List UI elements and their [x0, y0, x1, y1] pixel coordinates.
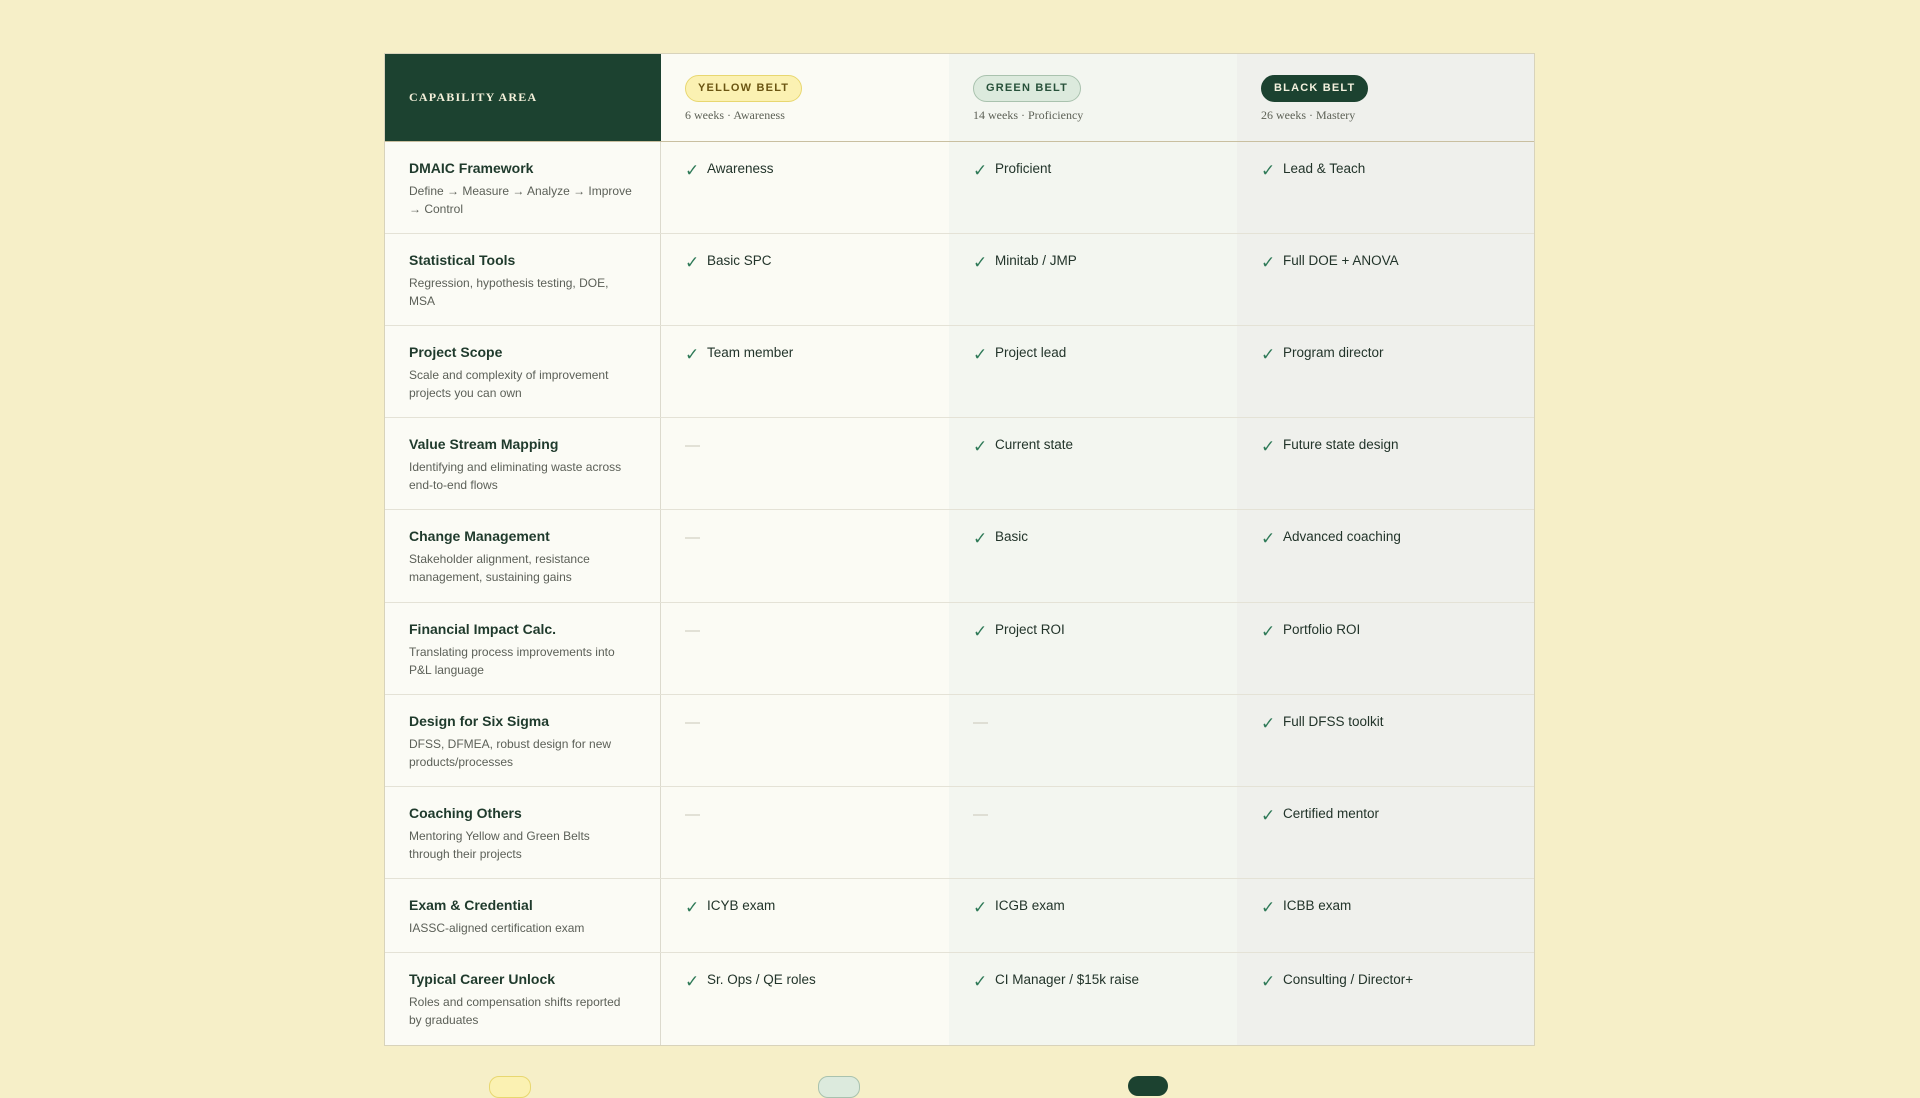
check-icon: ✓	[973, 253, 988, 272]
check-icon: ✓	[973, 345, 988, 364]
capability-title: Typical Career Unlock	[409, 971, 556, 987]
entry-text: Proficient	[995, 161, 1052, 176]
included-entry	[685, 897, 925, 917]
table-row	[385, 953, 1534, 1045]
included-entry	[1261, 436, 1510, 456]
check-icon: ✓	[1261, 345, 1276, 364]
green-legend-swatch	[818, 1076, 860, 1098]
entry-text: Full DFSS toolkit	[1283, 714, 1384, 729]
capability-description: Scale and complexity of improvement projects you can own	[409, 368, 609, 400]
capability-description: DFSS, DFMEA, robust design for new products/processes	[409, 737, 612, 769]
green-belt-badge: GREEN BELT	[973, 75, 1081, 102]
included-entry	[1261, 344, 1510, 364]
table-row	[385, 603, 1534, 695]
capability-cell	[385, 787, 661, 878]
green-belt-cell	[949, 326, 1237, 417]
yellow-legend-swatch	[489, 1076, 531, 1098]
included-entry	[685, 160, 925, 180]
entry-text: Current state	[995, 437, 1074, 452]
green-belt-header	[949, 54, 1237, 141]
check-icon: ✓	[685, 898, 700, 917]
black-belt-cell	[1237, 326, 1534, 417]
entry-text: Sr. Ops / QE roles	[707, 972, 816, 987]
black-belt-header	[1237, 54, 1534, 141]
not-included-dash-icon: —	[685, 622, 700, 639]
check-icon: ✓	[973, 161, 988, 180]
included-entry	[973, 971, 1213, 991]
entry-text: Program director	[1283, 345, 1384, 360]
capability-description: Translating process improvements into P&L language	[409, 645, 615, 677]
table-row	[385, 418, 1534, 510]
yellow-belt-meta: 6 weeks · Awareness	[685, 108, 785, 122]
capability-area-header: CAPABILITY AREA	[385, 54, 661, 141]
check-icon: ✓	[685, 345, 700, 364]
check-icon: ✓	[1261, 253, 1276, 272]
not-included-dash-icon: —	[685, 806, 700, 823]
check-icon: ✓	[1261, 529, 1276, 548]
included-entry	[973, 528, 1213, 548]
entry-text: Basic SPC	[707, 253, 772, 268]
included-entry	[685, 344, 925, 364]
included-entry	[973, 160, 1213, 180]
check-icon: ✓	[1261, 714, 1276, 733]
table-row	[385, 510, 1534, 603]
capability-description: Define → Measure → Analyze → Improve → Control	[409, 184, 632, 216]
table-header-row	[385, 54, 1534, 142]
black-belt-cell	[1237, 787, 1534, 878]
entry-text: Certified mentor	[1283, 806, 1380, 821]
entry-text: Basic	[995, 529, 1029, 544]
green-belt-cell	[949, 787, 1237, 878]
included-entry	[1261, 160, 1510, 180]
entry-text: Lead & Teach	[1283, 161, 1366, 176]
yellow-belt-cell	[661, 510, 949, 602]
black-belt-meta: 26 weeks · Mastery	[1261, 108, 1356, 122]
included-entry	[973, 252, 1213, 272]
capability-title: Exam & Credential	[409, 897, 533, 913]
entry-text: Minitab / JMP	[995, 253, 1077, 268]
capability-cell	[385, 510, 661, 602]
yellow-belt-cell	[661, 234, 949, 325]
capability-description: Identifying and eliminating waste across end-to-end flows	[409, 460, 622, 492]
included-entry	[1261, 713, 1510, 733]
check-icon: ✓	[1261, 972, 1276, 991]
capability-cell	[385, 234, 661, 325]
capability-cell	[385, 326, 661, 417]
check-icon: ✓	[1261, 806, 1276, 825]
capability-cell	[385, 603, 661, 694]
check-icon: ✓	[1261, 898, 1276, 917]
entry-text: ICYB exam	[707, 898, 776, 913]
yellow-belt-cell	[661, 603, 949, 694]
black-belt-cell	[1237, 953, 1534, 1045]
check-icon: ✓	[973, 972, 988, 991]
capability-description: Stakeholder alignment, resistance management, sustaining gains	[409, 552, 590, 584]
entry-text: Team member	[707, 345, 794, 360]
included-entry	[973, 344, 1213, 364]
table-row	[385, 787, 1534, 879]
not-included-dash-icon: —	[685, 714, 700, 731]
entry-text: Project lead	[995, 345, 1067, 360]
capability-description: Regression, hypothesis testing, DOE, MSA	[409, 276, 609, 308]
capability-title: Design for Six Sigma	[409, 713, 550, 729]
check-icon: ✓	[973, 529, 988, 548]
entry-text: Full DOE + ANOVA	[1283, 253, 1399, 268]
capability-description: Mentoring Yellow and Green Belts through their projects	[409, 829, 590, 861]
entry-text: Future state design	[1283, 437, 1399, 452]
table-row	[385, 695, 1534, 787]
included-entry	[685, 971, 925, 991]
table-row	[385, 142, 1534, 234]
green-belt-meta: 14 weeks · Proficiency	[973, 108, 1084, 122]
included-entry	[973, 621, 1213, 641]
black-belt-cell	[1237, 510, 1534, 602]
check-icon: ✓	[973, 622, 988, 641]
entry-text: ICBB exam	[1283, 898, 1352, 913]
green-belt-cell	[949, 510, 1237, 602]
capability-cell	[385, 695, 661, 786]
capability-cell	[385, 142, 661, 233]
yellow-belt-header	[661, 54, 949, 141]
black-belt-cell	[1237, 234, 1534, 325]
black-belt-cell	[1237, 142, 1534, 233]
capability-title: Statistical Tools	[409, 252, 516, 268]
green-belt-cell	[949, 953, 1237, 1045]
black-belt-cell	[1237, 879, 1534, 952]
table-row	[385, 326, 1534, 418]
green-belt-cell	[949, 879, 1237, 952]
yellow-belt-cell	[661, 787, 949, 878]
check-icon: ✓	[685, 161, 700, 180]
green-belt-cell	[949, 142, 1237, 233]
green-belt-cell	[949, 695, 1237, 786]
yellow-belt-cell	[661, 879, 949, 952]
capability-title: Project Scope	[409, 344, 503, 360]
check-icon: ✓	[685, 972, 700, 991]
yellow-belt-cell	[661, 418, 949, 509]
check-icon: ✓	[973, 437, 988, 456]
not-included-dash-icon: —	[973, 806, 988, 823]
table-row	[385, 234, 1534, 326]
included-entry	[973, 897, 1213, 917]
included-entry	[1261, 805, 1510, 825]
yellow-belt-cell	[661, 953, 949, 1045]
entry-text: Awareness	[707, 161, 774, 176]
entry-text: Advanced coaching	[1283, 529, 1401, 544]
capability-title: DMAIC Framework	[409, 160, 534, 176]
capability-cell	[385, 879, 661, 952]
black-belt-badge: BLACK BELT	[1261, 75, 1368, 102]
black-belt-cell	[1237, 418, 1534, 509]
capability-title: Change Management	[409, 528, 550, 544]
included-entry	[1261, 252, 1510, 272]
green-belt-cell	[949, 603, 1237, 694]
capability-title: Coaching Others	[409, 805, 522, 821]
entry-text: Consulting / Director+	[1283, 972, 1414, 987]
not-included-dash-icon: —	[973, 714, 988, 731]
yellow-belt-cell	[661, 326, 949, 417]
check-icon: ✓	[1261, 437, 1276, 456]
entry-text: Portfolio ROI	[1283, 622, 1361, 637]
check-icon: ✓	[1261, 161, 1276, 180]
green-belt-cell	[949, 234, 1237, 325]
capability-description: IASSC-aligned certification exam	[409, 921, 585, 935]
entry-text: Project ROI	[995, 622, 1065, 637]
included-entry	[1261, 897, 1510, 917]
black-belt-cell	[1237, 603, 1534, 694]
belt-comparison-table	[384, 53, 1535, 1046]
yellow-belt-badge: YELLOW BELT	[685, 75, 802, 102]
capability-cell	[385, 418, 661, 509]
check-icon: ✓	[1261, 622, 1276, 641]
included-entry	[1261, 621, 1510, 641]
not-included-dash-icon: —	[685, 529, 700, 546]
entry-text: CI Manager / $15k raise	[995, 972, 1140, 987]
black-legend-swatch	[1128, 1076, 1168, 1096]
table-body	[385, 142, 1534, 1045]
check-icon: ✓	[973, 898, 988, 917]
included-entry	[1261, 528, 1510, 548]
yellow-belt-cell	[661, 142, 949, 233]
table-row	[385, 879, 1534, 953]
green-belt-cell	[949, 418, 1237, 509]
yellow-belt-cell	[661, 695, 949, 786]
included-entry	[685, 252, 925, 272]
included-entry	[973, 436, 1213, 456]
capability-cell	[385, 953, 661, 1045]
entry-text: ICGB exam	[995, 898, 1065, 913]
not-included-dash-icon: —	[685, 437, 700, 454]
black-belt-cell	[1237, 695, 1534, 786]
check-icon: ✓	[685, 253, 700, 272]
capability-title: Financial Impact Calc.	[409, 621, 557, 637]
capability-description: Roles and compensation shifts reported by graduates	[409, 995, 621, 1027]
included-entry	[1261, 971, 1510, 991]
capability-title: Value Stream Mapping	[409, 436, 559, 452]
